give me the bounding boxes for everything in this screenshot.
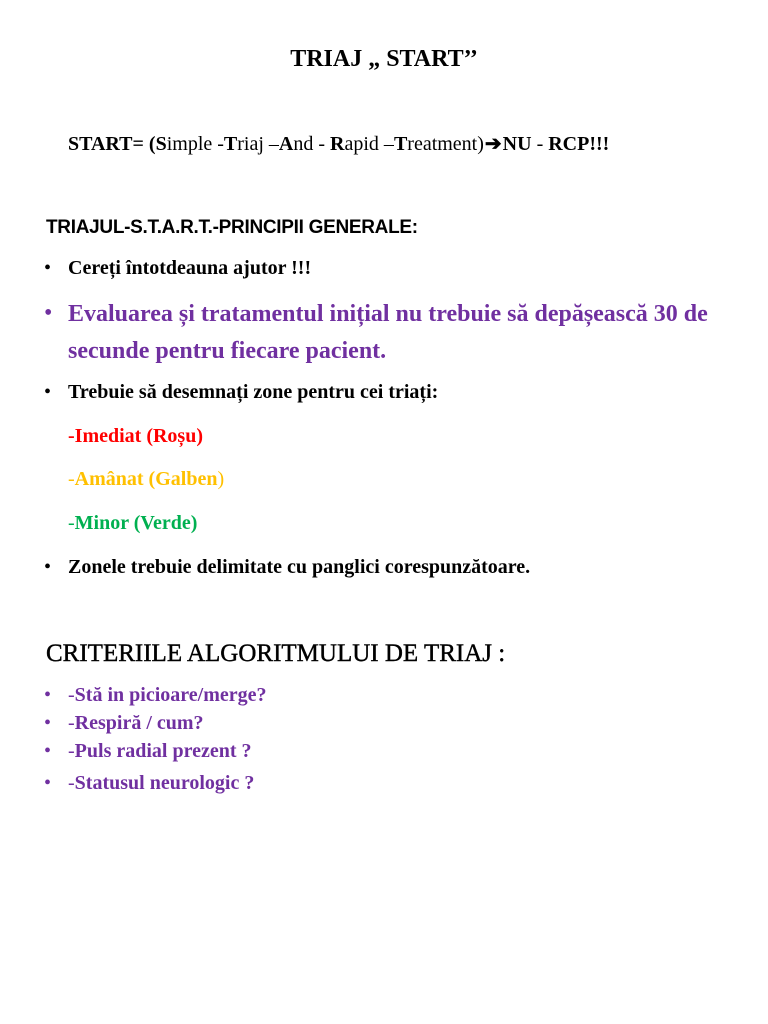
criterion-dash: - <box>68 684 75 706</box>
bullet-icon: • <box>44 257 52 279</box>
criterion-breathing <box>68 712 204 735</box>
nu-label: NU <box>502 133 532 155</box>
bullet-icon: • <box>44 300 53 326</box>
bullet-icon: • <box>44 772 52 794</box>
dash-separator: - <box>531 133 549 155</box>
arrow-right-icon: ➔ <box>484 133 502 155</box>
paren-open: ( <box>148 133 156 155</box>
zone-label: Amânat (Galben <box>74 468 218 490</box>
criterion-text: Stă in picioare/merge? <box>74 684 267 706</box>
bullet-zone-ribbons: Zonele trebuie delimitate cu panglici corespunzătoare. <box>68 556 531 578</box>
letter-a: A <box>278 133 294 155</box>
letter-s: S <box>155 133 167 155</box>
criterion-text: Respiră / cum? <box>74 712 204 734</box>
bullet-ask-help: Cereți întotdeauna ajutor !!! <box>68 257 312 279</box>
word-riaj: riaj – <box>237 133 279 155</box>
bullet-designate-zones: Trebuie să desemnați zone pentru cei triați: <box>68 381 439 403</box>
start-prefix: START= <box>68 133 149 155</box>
zone-label: Imediat (Roșu) <box>74 425 204 447</box>
letter-t: T <box>223 133 238 155</box>
criteria-heading: CRITERIILE ALGORITMULUI DE TRIAJ : <box>46 640 506 667</box>
bullet-icon: • <box>44 712 52 734</box>
zone-close-paren: ) <box>217 468 225 490</box>
word-apid: apid – <box>344 133 394 155</box>
bullet-icon: • <box>44 381 52 403</box>
letter-r: R <box>330 133 345 155</box>
principles-heading: TRIAJUL-S.T.A.R.T.-PRINCIPII GENERALE: <box>46 217 418 238</box>
rcp-label: RCP!!! <box>548 133 610 155</box>
start-acronym-definition <box>68 131 609 156</box>
bullet-evaluation-time: Evaluarea și tratamentul inițial nu trebuie să depășească 30 de secunde pentru fiecare pacient. <box>68 301 708 364</box>
criterion-neurologic-status <box>68 772 254 795</box>
zone-dash: - <box>68 425 75 447</box>
bullet-icon: • <box>44 740 52 762</box>
letter-t2: T <box>393 133 408 155</box>
criterion-text: Statusul neurologic ? <box>74 772 255 794</box>
criterion-text: Puls radial prezent ? <box>74 740 252 762</box>
word-reatment: reatment) <box>407 133 484 155</box>
zone-dash: - <box>68 512 75 534</box>
word-imple: imple - <box>166 133 224 155</box>
criterion-walking <box>68 684 267 707</box>
zone-dash: - <box>68 468 75 490</box>
bullet-icon: • <box>44 556 52 578</box>
word-nd: nd - <box>293 133 331 155</box>
criterion-dash: - <box>68 712 75 734</box>
criterion-radial-pulse <box>68 740 252 763</box>
bullet-icon: • <box>44 684 52 706</box>
zone-delayed-yellow <box>68 468 224 491</box>
criterion-dash: - <box>68 772 75 794</box>
criterion-dash: - <box>68 740 75 762</box>
zone-label: Minor (Verde) <box>74 512 198 534</box>
zone-minor-green <box>68 512 197 535</box>
zone-immediate-red <box>68 425 203 448</box>
document-title: TRIAJ „ START’’ <box>290 46 478 72</box>
